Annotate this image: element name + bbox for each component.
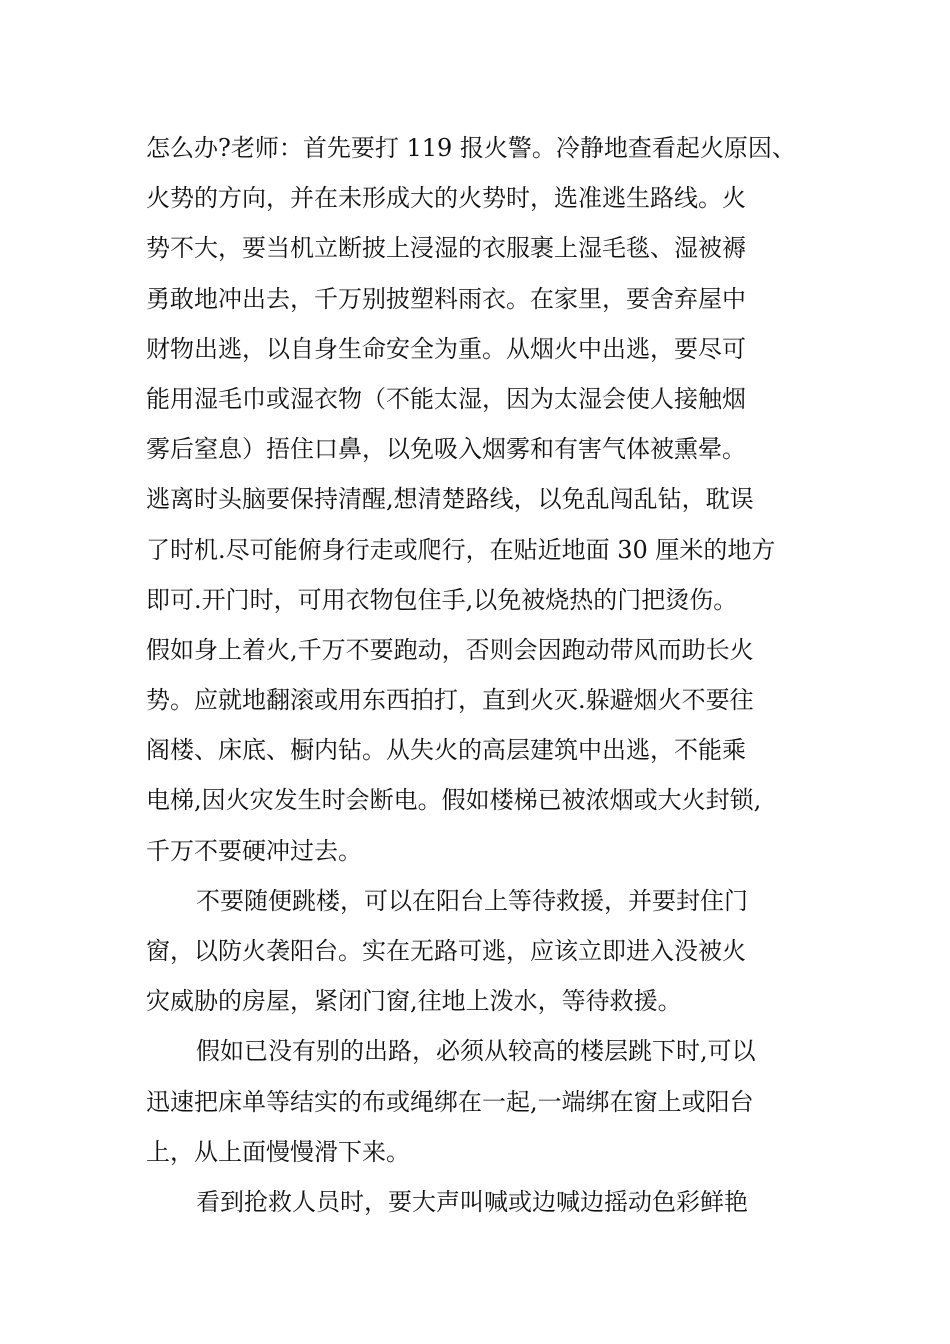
text-line-4: 勇敢地冲出去，千万别披塑料雨衣。在家里，要舍弃屋中 bbox=[146, 284, 746, 313]
text-line-19: 假如已没有别的出路，必须从较高的楼层跳下时,可以 bbox=[196, 1037, 756, 1066]
text-line-12: 势。应就地翻滚或用东西拍打，直到火灭.躲避烟火不要往 bbox=[146, 686, 754, 715]
text-line-2: 火势的方向，并在未形成大的火势时，选准逃生路线。火 bbox=[146, 184, 746, 213]
text-line-1: 怎么办?老师：首先要打 119 报火警。冷静地查看起火原因、 bbox=[146, 134, 796, 162]
text-line-18: 灾威胁的房屋，紧闭门窗,往地上泼水，等待救援。 bbox=[146, 987, 682, 1016]
text-line-8: 逃离时头脑要保持清醒,想清楚路线，以免乱闯乱钻，耽误 bbox=[146, 485, 754, 514]
text-line-13: 阁楼、床底、橱内钻。从失火的高层建筑中出逃，不能乘 bbox=[146, 736, 746, 765]
text-line-17: 窗，以防火袭阳台。实在无路可逃，应该立即进入没被火 bbox=[146, 937, 746, 965]
text-line-5: 财物出逃，以自身生命安全为重。从烟火中出逃，要尽可 bbox=[146, 334, 746, 363]
text-line-22: 看到抢救人员时，要大声叫喊或边喊边摇动色彩鲜艳 bbox=[196, 1187, 748, 1216]
text-line-20: 迅速把床单等结实的布或绳绑在一起,一端绑在窗上或阳台 bbox=[146, 1087, 754, 1116]
text-line-10: 即可.开门时，可用衣物包住手,以免被烧热的门把烫伤。 bbox=[146, 585, 738, 614]
text-line-21: 上，从上面慢慢滑下来。 bbox=[146, 1137, 410, 1166]
text-line-14: 电梯,因火灾发生时会断电。假如楼梯已被浓烟或大火封锁, bbox=[146, 786, 762, 815]
text-line-3: 势不大，要当机立断披上浸湿的衣服裹上湿毛毯、湿被褥 bbox=[146, 234, 746, 263]
text-line-16: 不要随便跳楼，可以在阳台上等待救援，并要封住门 bbox=[196, 886, 748, 915]
text-line-9: 了时机.尽可能俯身行走或爬行，在贴近地面 30 厘米的地方 bbox=[146, 535, 776, 564]
text-line-7: 雾后窒息）捂住口鼻，以免吸入烟雾和有害气体被熏晕。 bbox=[146, 435, 746, 464]
text-line-6: 能用湿毛巾或湿衣物（不能太湿，因为太湿会使人接触烟 bbox=[146, 384, 746, 413]
document-body bbox=[146, 123, 810, 1227]
text-line-15: 千万不要硬冲过去。 bbox=[146, 836, 362, 865]
text-line-11: 假如身上着火,千万不要跑动，否则会因跑动带风而助长火 bbox=[146, 635, 754, 664]
